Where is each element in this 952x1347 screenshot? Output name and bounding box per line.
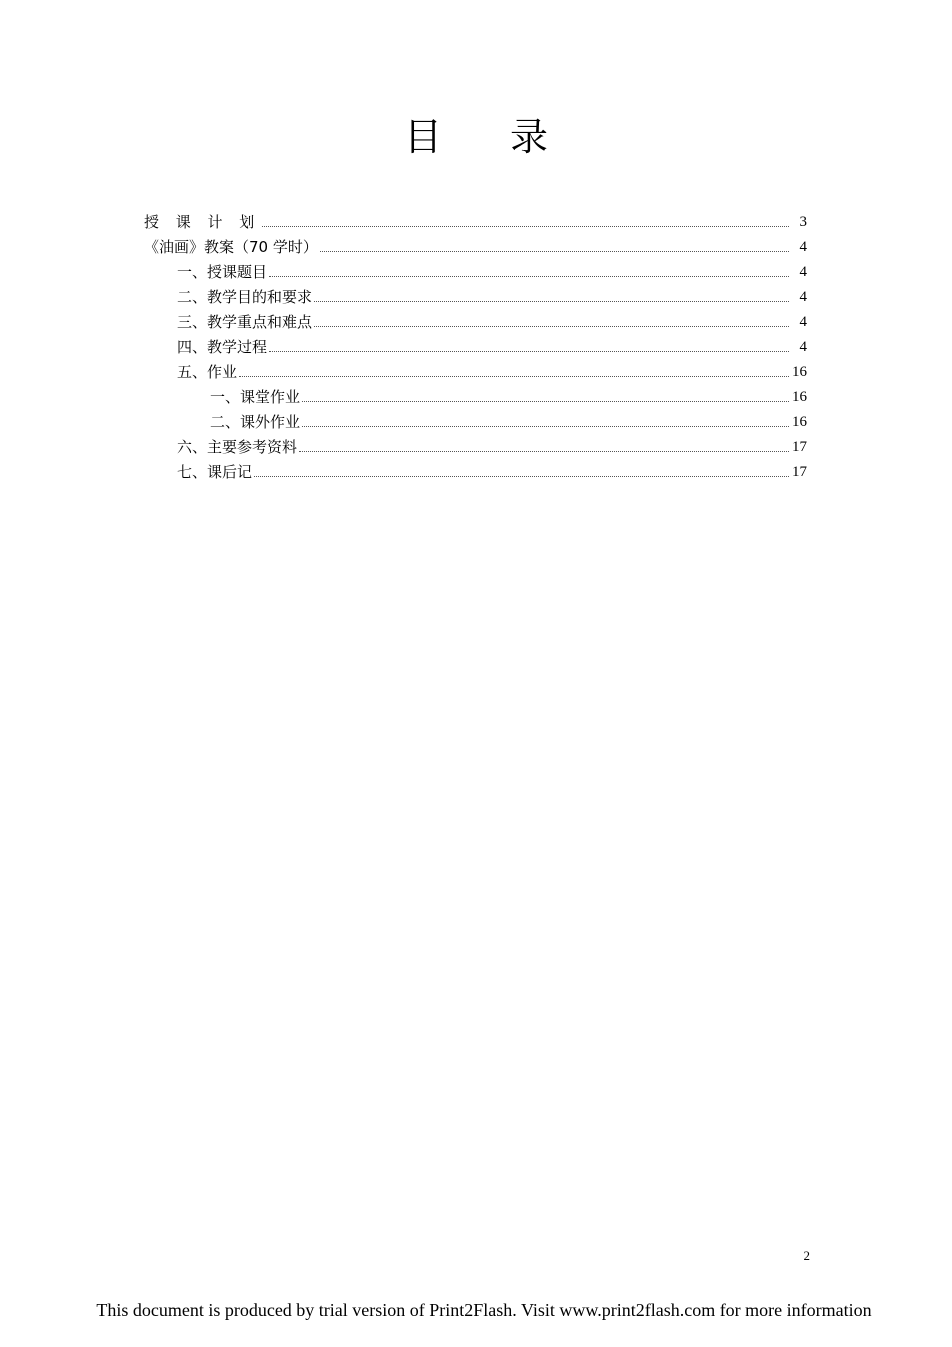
toc-entry-label: 《油画》教案（70 学时） [144,238,318,256]
toc-dot-leader [299,451,789,452]
toc-entry[interactable] [210,407,807,431]
toc-entry-label: 二、教学目的和要求 [177,288,313,306]
toc-dot-leader [262,226,789,227]
page-title: 目 录 [403,115,577,159]
toc-entry-page: 4 [799,339,807,355]
toc-entry-page: 4 [799,314,807,330]
toc-entry-label: 二、课外作业 [210,413,301,431]
toc-dot-leader [254,476,789,477]
trial-watermark-footer: This document is produced by trial version of Print2Flash. Visit www.print2flash.com for more information [96,1300,872,1320]
toc-entry-page: 16 [792,414,807,430]
toc-entry-page: 3 [799,214,807,230]
toc-entry-label: 一、授课题目 [177,263,268,281]
toc-dot-leader [302,426,789,427]
toc-dot-leader [269,351,789,352]
toc-entry-label: 五、作业 [177,363,238,381]
toc-entry-page: 4 [799,289,807,305]
toc-entry[interactable] [177,432,807,456]
toc-entry-page: 16 [792,389,807,405]
toc-entry[interactable] [210,382,807,406]
toc-dot-leader [314,326,789,327]
toc-entry[interactable] [177,307,807,331]
toc-entry-page: 4 [799,264,807,280]
toc-entry[interactable] [177,282,807,306]
toc-dot-leader [314,301,789,302]
toc-entry[interactable] [144,207,807,231]
toc-entry-label: 四、教学过程 [177,338,268,356]
toc-entry-label: 授 课 计 划 [144,213,261,231]
toc-dot-leader [320,251,789,252]
toc-dot-leader [239,376,789,377]
toc-entry-label: 一、课堂作业 [210,388,301,406]
toc-entry[interactable] [177,357,807,381]
toc-dot-leader [269,276,789,277]
toc-entry[interactable] [144,232,807,256]
toc-entry-page: 4 [799,239,807,255]
toc-entry-label: 六、主要参考资料 [177,438,298,456]
toc-entry-page: 17 [792,464,807,480]
toc-dot-leader [302,401,789,402]
toc-entry-label: 三、教学重点和难点 [177,313,313,331]
toc-entry[interactable] [177,257,807,281]
page-number: 2 [803,1248,810,1263]
toc-entry-label: 七、课后记 [177,463,253,481]
toc-entry-page: 17 [792,439,807,455]
toc-entry[interactable] [177,457,807,481]
toc-entry[interactable] [177,332,807,356]
toc-entry-page: 16 [792,364,807,380]
